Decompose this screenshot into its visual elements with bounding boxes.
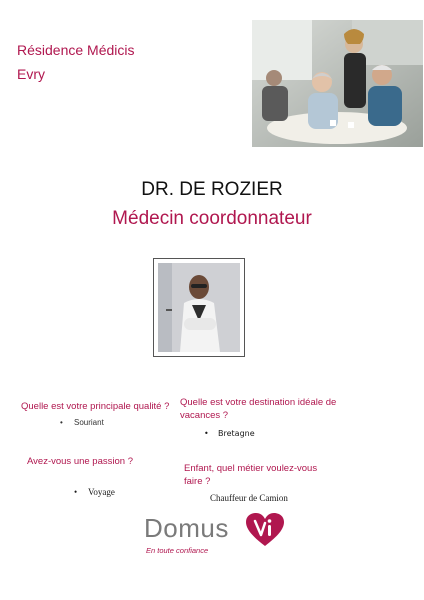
bullet-icon: • — [60, 418, 63, 427]
logo-wordmark: Domus — [144, 513, 229, 543]
answer-passion — [74, 487, 115, 497]
residence-name: Résidence Médicis — [17, 42, 135, 58]
answer-text: Voyage — [88, 487, 115, 497]
answer-text: Souriant — [74, 418, 104, 427]
answer-quality — [60, 418, 104, 427]
answer-text: Bretagne — [218, 429, 255, 438]
doctor-role: Médecin coordonnateur — [112, 208, 312, 229]
residents-photo — [252, 20, 423, 147]
heart-vi-icon — [246, 513, 284, 547]
bullet-icon: • — [74, 487, 78, 497]
answer-destination — [204, 429, 255, 438]
answer-childhood-job: Chauffeur de Camion — [210, 493, 288, 503]
question-quality: Quelle est votre principale qualité ? — [21, 401, 170, 412]
question-destination: Quelle est votre destination idéale de vacances ? — [180, 397, 337, 421]
residence-city: Evry — [17, 66, 45, 82]
residence-block — [17, 38, 135, 86]
question-passion: Avez-vous une passion ? — [27, 456, 133, 467]
logo-tagline: En toute confiance — [146, 546, 209, 555]
doctor-name: DR. DE ROZIER — [141, 179, 283, 200]
domusvi-logo — [144, 513, 294, 561]
doctor-portrait — [153, 258, 245, 357]
bullet-icon: • — [204, 429, 209, 438]
question-childhood-job: Enfant, quel métier voulez-vous faire ? — [184, 463, 318, 487]
